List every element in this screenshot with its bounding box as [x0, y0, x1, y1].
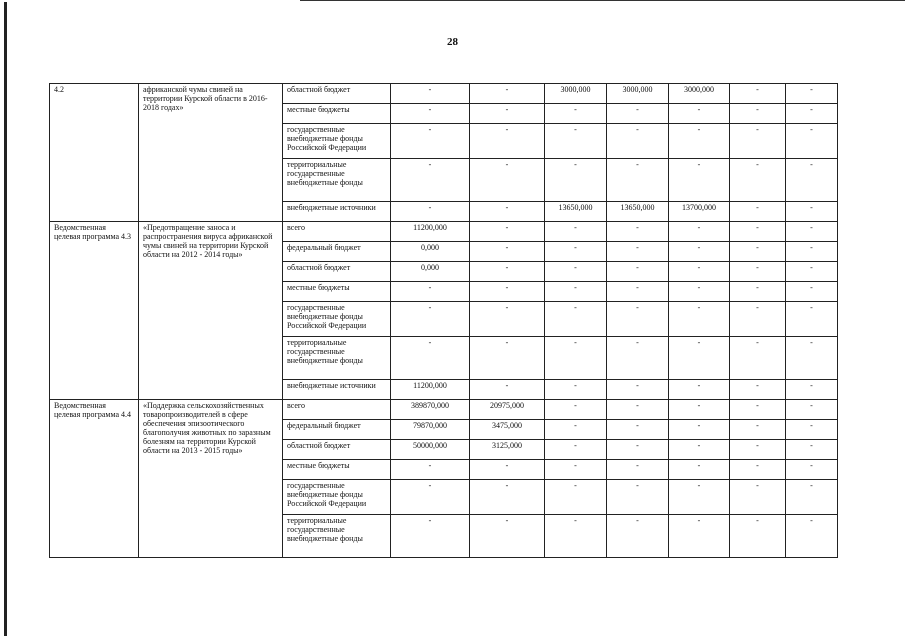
- amount-cell: 3000,000: [607, 84, 669, 104]
- amount-cell: -: [607, 380, 669, 400]
- amount-cell: -: [545, 400, 607, 420]
- amount-cell: -: [391, 337, 470, 380]
- amount-cell: -: [786, 460, 838, 480]
- amount-cell: 0,000: [391, 242, 470, 262]
- amount-cell: -: [730, 337, 786, 380]
- amount-cell: -: [607, 515, 669, 558]
- amount-cell: 13700,000: [669, 202, 730, 222]
- amount-cell: -: [730, 440, 786, 460]
- funding-source: всего: [283, 400, 391, 420]
- amount-cell: -: [470, 480, 545, 515]
- amount-cell: -: [391, 282, 470, 302]
- funding-source: государственные внебюджетные фонды Российской Федерации: [283, 480, 391, 515]
- amount-cell: -: [786, 400, 838, 420]
- amount-cell: -: [786, 222, 838, 242]
- funding-source: всего: [283, 222, 391, 242]
- amount-cell: -: [730, 222, 786, 242]
- amount-cell: -: [669, 282, 730, 302]
- funding-source: федеральный бюджет: [283, 242, 391, 262]
- amount-cell: -: [786, 242, 838, 262]
- amount-cell: -: [669, 222, 730, 242]
- amount-cell: -: [730, 515, 786, 558]
- amount-cell: -: [669, 159, 730, 202]
- amount-cell: -: [545, 380, 607, 400]
- amount-cell: -: [786, 282, 838, 302]
- amount-cell: -: [607, 242, 669, 262]
- amount-cell: -: [470, 84, 545, 104]
- amount-cell: -: [545, 282, 607, 302]
- amount-cell: -: [669, 262, 730, 282]
- program-name: «Предотвращение заноса и распространения вируса африканской чумы свиней на территории Курской области на 2012 - 2014 годы»: [139, 222, 283, 400]
- amount-cell: -: [545, 420, 607, 440]
- amount-cell: -: [391, 302, 470, 337]
- amount-cell: -: [786, 159, 838, 202]
- amount-cell: -: [470, 515, 545, 558]
- amount-cell: 50000,000: [391, 440, 470, 460]
- amount-cell: -: [730, 380, 786, 400]
- amount-cell: -: [730, 84, 786, 104]
- amount-cell: -: [669, 242, 730, 262]
- amount-cell: -: [786, 84, 838, 104]
- amount-cell: -: [545, 262, 607, 282]
- amount-cell: 13650,000: [607, 202, 669, 222]
- amount-cell: -: [470, 202, 545, 222]
- funding-source: территориальные государственные внебюджетные фонды: [283, 337, 391, 380]
- amount-cell: 3125,000: [470, 440, 545, 460]
- amount-cell: -: [470, 282, 545, 302]
- amount-cell: -: [669, 515, 730, 558]
- amount-cell: -: [607, 282, 669, 302]
- budget-table-body: [50, 84, 838, 558]
- page-number: 28: [447, 36, 458, 48]
- amount-cell: -: [730, 104, 786, 124]
- amount-cell: 3475,000: [470, 420, 545, 440]
- amount-cell: -: [470, 159, 545, 202]
- amount-cell: -: [669, 440, 730, 460]
- amount-cell: -: [470, 222, 545, 242]
- amount-cell: -: [607, 262, 669, 282]
- budget-table: [49, 83, 838, 558]
- amount-cell: -: [470, 460, 545, 480]
- amount-cell: -: [786, 262, 838, 282]
- amount-cell: -: [786, 480, 838, 515]
- funding-source: государственные внебюджетные фонды Российской Федерации: [283, 302, 391, 337]
- amount-cell: -: [545, 302, 607, 337]
- amount-cell: -: [391, 124, 470, 159]
- amount-cell: -: [786, 337, 838, 380]
- amount-cell: 3000,000: [545, 84, 607, 104]
- amount-cell: -: [730, 124, 786, 159]
- amount-cell: -: [470, 337, 545, 380]
- amount-cell: -: [545, 460, 607, 480]
- amount-cell: -: [669, 480, 730, 515]
- amount-cell: -: [607, 400, 669, 420]
- amount-cell: -: [730, 242, 786, 262]
- program-name: «Поддержка сельскохозяйственных товаропроизводителей в сфере обеспечения эпизоотического благополучия животных по заразным болезням на территории Курской области на 2013 - 2015 годы»: [139, 400, 283, 558]
- amount-cell: 13650,000: [545, 202, 607, 222]
- amount-cell: -: [470, 380, 545, 400]
- amount-cell: -: [545, 124, 607, 159]
- amount-cell: -: [470, 262, 545, 282]
- amount-cell: -: [391, 202, 470, 222]
- funding-source: местные бюджеты: [283, 282, 391, 302]
- amount-cell: -: [391, 159, 470, 202]
- table-row: [50, 84, 838, 104]
- funding-source: областной бюджет: [283, 84, 391, 104]
- amount-cell: -: [545, 104, 607, 124]
- amount-cell: 11200,000: [391, 222, 470, 242]
- amount-cell: -: [730, 480, 786, 515]
- amount-cell: -: [391, 104, 470, 124]
- program-code: Ведомственная целевая программа 4.3: [50, 222, 139, 400]
- amount-cell: -: [545, 159, 607, 202]
- funding-source: местные бюджеты: [283, 460, 391, 480]
- amount-cell: -: [470, 302, 545, 337]
- amount-cell: -: [786, 380, 838, 400]
- amount-cell: -: [545, 242, 607, 262]
- amount-cell: -: [669, 302, 730, 337]
- amount-cell: -: [786, 302, 838, 337]
- amount-cell: -: [545, 222, 607, 242]
- table-row: [50, 400, 838, 420]
- amount-cell: -: [730, 420, 786, 440]
- funding-source: федеральный бюджет: [283, 420, 391, 440]
- amount-cell: -: [607, 302, 669, 337]
- amount-cell: -: [607, 159, 669, 202]
- program-code: Ведомственная целевая программа 4.4: [50, 400, 139, 558]
- amount-cell: -: [391, 480, 470, 515]
- amount-cell: -: [669, 124, 730, 159]
- amount-cell: -: [786, 202, 838, 222]
- amount-cell: -: [470, 242, 545, 262]
- amount-cell: -: [786, 104, 838, 124]
- amount-cell: -: [786, 440, 838, 460]
- amount-cell: -: [607, 337, 669, 380]
- amount-cell: -: [730, 159, 786, 202]
- amount-cell: -: [730, 400, 786, 420]
- funding-source: территориальные государственные внебюджетные фонды: [283, 159, 391, 202]
- amount-cell: -: [545, 515, 607, 558]
- funding-source: областной бюджет: [283, 262, 391, 282]
- amount-cell: -: [786, 124, 838, 159]
- amount-cell: -: [391, 515, 470, 558]
- amount-cell: -: [730, 302, 786, 337]
- amount-cell: -: [607, 124, 669, 159]
- funding-source: местные бюджеты: [283, 104, 391, 124]
- table-row: [50, 222, 838, 242]
- amount-cell: -: [730, 460, 786, 480]
- amount-cell: 11200,000: [391, 380, 470, 400]
- amount-cell: -: [607, 222, 669, 242]
- amount-cell: 79870,000: [391, 420, 470, 440]
- program-code: 4.2: [50, 84, 139, 222]
- amount-cell: -: [607, 420, 669, 440]
- amount-cell: 389870,000: [391, 400, 470, 420]
- funding-source: государственные внебюджетные фонды Российской Федерации: [283, 124, 391, 159]
- amount-cell: -: [607, 480, 669, 515]
- amount-cell: -: [730, 202, 786, 222]
- amount-cell: -: [470, 124, 545, 159]
- program-name: африканской чумы свиней на территории Курской области в 2016-2018 годах»: [139, 84, 283, 222]
- amount-cell: -: [607, 440, 669, 460]
- amount-cell: -: [545, 440, 607, 460]
- scan-left-edge: [4, 2, 7, 636]
- amount-cell: -: [391, 84, 470, 104]
- top-border-line: [300, 0, 905, 1]
- amount-cell: -: [607, 460, 669, 480]
- amount-cell: -: [669, 400, 730, 420]
- funding-source: территориальные государственные внебюджетные фонды: [283, 515, 391, 558]
- amount-cell: -: [786, 515, 838, 558]
- amount-cell: 0,000: [391, 262, 470, 282]
- funding-source: областной бюджет: [283, 440, 391, 460]
- amount-cell: -: [730, 282, 786, 302]
- amount-cell: -: [669, 460, 730, 480]
- amount-cell: -: [669, 380, 730, 400]
- amount-cell: -: [669, 104, 730, 124]
- funding-source: внебюджетные источники: [283, 202, 391, 222]
- amount-cell: -: [786, 420, 838, 440]
- amount-cell: -: [545, 337, 607, 380]
- amount-cell: 3000,000: [669, 84, 730, 104]
- amount-cell: -: [545, 480, 607, 515]
- amount-cell: -: [669, 420, 730, 440]
- amount-cell: -: [607, 104, 669, 124]
- amount-cell: 20975,000: [470, 400, 545, 420]
- funding-source: внебюджетные источники: [283, 380, 391, 400]
- amount-cell: -: [470, 104, 545, 124]
- amount-cell: -: [730, 262, 786, 282]
- amount-cell: -: [669, 337, 730, 380]
- amount-cell: -: [391, 460, 470, 480]
